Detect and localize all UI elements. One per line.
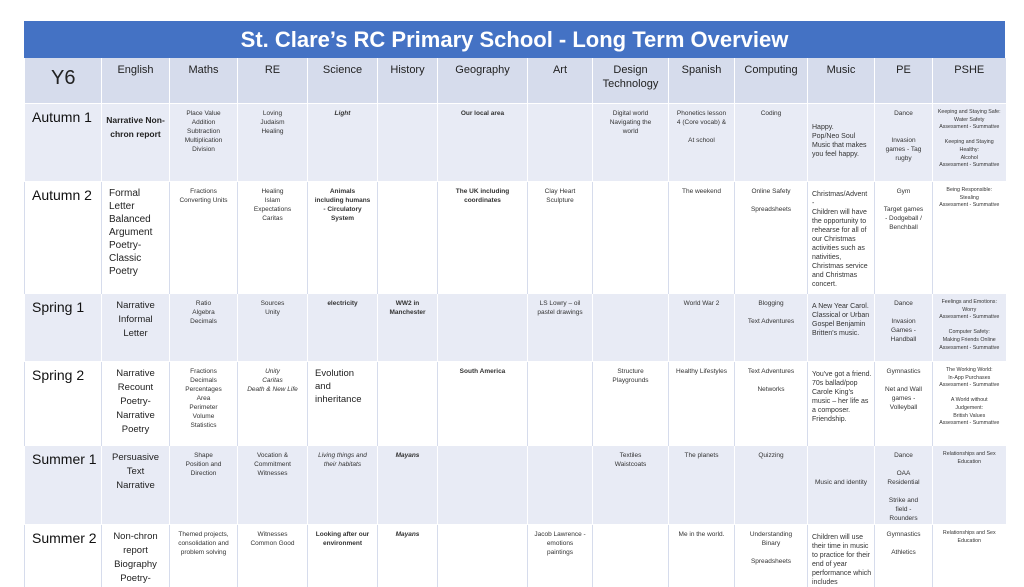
cell-line: Direction [170,469,237,478]
cell-line [875,487,932,496]
cell-re [238,182,308,294]
cell-art [528,104,593,182]
cell-line: Playgrounds [593,376,668,385]
cell-line [875,118,932,127]
cell-line [735,376,807,385]
cell-line [735,308,807,317]
cell-line: The UK including [438,187,527,196]
cell-line: Loving [238,109,307,118]
cell-line: Subtraction [170,127,237,136]
cell-line: Judgement: [933,405,1006,413]
cell-history [378,182,438,294]
cell-history [378,362,438,446]
cell-line: Themed projects, [170,530,237,539]
cell-line: A World without [933,397,1006,405]
cell-computing [735,104,808,182]
cell-line: Evolution [315,367,377,380]
cell-art [528,294,593,362]
cell-line: Blogging [735,299,807,308]
term-row-spring-2 [25,362,1006,446]
cell-line: Phonetics lesson [669,109,734,118]
cell-line [933,322,1006,330]
cell-line [735,548,807,557]
cell-english [102,294,170,362]
cell-line: world [593,127,668,136]
cell-line: Music that makes [812,141,872,150]
cell-computing [735,446,808,525]
cell-pe [875,104,933,182]
term-row-autumn-2 [25,182,1006,294]
cell-line: Athletics [875,548,932,557]
cell-line: Games - [875,326,932,335]
cell-pe [875,525,933,587]
term-name: Spring 2 [25,362,102,446]
cell-english [102,446,170,525]
cell-line: Alcohol [933,155,1006,163]
cell-line: Witnesses [238,469,307,478]
cell-line: environment [308,539,377,548]
cell-pe [875,446,933,525]
cell-line: Recount [102,381,169,395]
cell-line: Algebra [170,308,237,317]
cell-line: Keeping and Staying Safe: [933,109,1006,117]
cell-computing [735,294,808,362]
cell-spanish [669,294,735,362]
cell-line: Textiles [593,451,668,460]
cell-line: World War 2 [669,299,734,308]
cell-line: Place Value [170,109,237,118]
cell-line: Narrative [102,479,169,493]
cell-line: LS Lowry – oil [528,299,592,308]
cell-line: Area [170,394,237,403]
cell-line: Dance [875,109,932,118]
cell-line: Me in the world. [669,530,734,539]
cell-line: Poetry [102,423,169,437]
cell-line: Argument [109,226,169,239]
cell-music: You've got a friend. 70s ballad/pop Carole King's music – her life as a composer. Friendship. [808,362,875,446]
cell-line: Converting Units [170,196,237,205]
cell-english [102,182,170,294]
header-re: RE [238,58,308,104]
cell-line: Healing [238,187,307,196]
cell-line: Addition [170,118,237,127]
cell-line: Poetry- [102,572,169,586]
cell-line: Non-chron [102,530,169,544]
cell-geography: Our local area [438,104,528,182]
cell-line: 4 (Core vocab) & [669,118,734,127]
cell-line: Text Adventures [735,317,807,326]
cell-line: OAA [875,469,932,478]
header-maths: Maths [170,58,238,104]
cell-line: Rounders [875,514,932,523]
cell-line: Division [170,145,237,154]
cell-line: Healthy: [933,147,1006,155]
cell-line: Target games [875,205,932,214]
cell-line: Balanced [109,213,169,226]
cell-line [875,376,932,385]
cell-dt [593,104,669,182]
cell-line: Volume [170,412,237,421]
cell-music [808,104,875,182]
cell-geography [438,182,528,294]
cell-line: Living things and [308,451,377,460]
year-label: Y6 [25,58,102,104]
cell-line: including humans [308,196,377,205]
cell-pshe [933,182,1006,294]
cell-line: Assessment - Summative [933,202,1006,210]
cell-line [875,196,932,205]
cell-line: Handball [875,335,932,344]
cell-line: Worry [933,307,1006,315]
cell-line: Assessment - Summative [933,345,1006,353]
cell-line: Education [933,538,1006,546]
cell-english: Narrative Non-chron report [102,104,170,182]
term-row-spring-1 [25,294,1006,362]
cell-pshe [933,294,1006,362]
cell-line: Invasion [875,317,932,326]
cell-line: Letter [102,327,169,341]
cell-line: WW2 in [378,299,437,308]
term-name: Summer 2 [25,525,102,587]
cell-line: their habitats [308,460,377,469]
cell-line: Death & New Life [238,385,307,394]
cell-dt [593,294,669,362]
cell-music: A New Year Carol. Classical or Urban Gospel Benjamin Britten's music. [808,294,875,362]
cell-line: In-App Purchases [933,375,1006,383]
cell-line: Net and Wall [875,385,932,394]
cell-line: Percentages [170,385,237,394]
cell-line: Networks [735,385,807,394]
cell-pshe [933,362,1006,446]
cell-re [238,362,308,446]
cell-line: Coding [735,109,807,118]
cell-line: inheritance [315,393,377,406]
cell-line: Persuasive [102,451,169,465]
cell-spanish [669,446,735,525]
term-name: Spring 1 [25,294,102,362]
header-spanish: Spanish [669,58,735,104]
cell-maths [170,104,238,182]
cell-line: Volleyball [875,403,932,412]
cell-pe [875,362,933,446]
cell-line: Relationships and Sex [933,451,1006,459]
cell-line [669,127,734,136]
cell-line: Strike and [875,496,932,505]
cell-geography [438,446,528,525]
cell-line: Text Adventures [735,367,807,376]
cell-line: rugby [875,154,932,163]
cell-line: Quizzing [735,451,807,460]
cell-re [238,446,308,525]
cell-line: Fractions [170,367,237,376]
header-dt: Design Technology [593,58,669,104]
term-row-summer-1 [25,446,1006,525]
cell-english [102,525,170,587]
cell-line: Gymnastics [875,530,932,539]
cell-line: Poetry- [102,395,169,409]
cell-art [528,525,593,587]
cell-line: Healthy Lifestyles [669,367,734,376]
cell-geography: South America [438,362,528,446]
cell-line: Assessment - Summative [933,162,1006,170]
cell-line: coordinates [438,196,527,205]
cell-line: Commitment [238,460,307,469]
cell-line: Sculpture [528,196,592,205]
cell-line: Water Safety [933,117,1006,125]
cell-line: Computer Safety: [933,329,1006,337]
cell-line: Statistics [170,421,237,430]
term-name: Autumn 2 [25,182,102,294]
cell-line: - Circulatory [308,205,377,214]
cell-line: Feelings and Emotions: [933,299,1006,307]
cell-line [875,460,932,469]
header-geography: Geography [438,58,528,104]
cell-computing [735,182,808,294]
cell-line: Making Friends Online [933,337,1006,345]
cell-line: Healing [238,127,307,136]
header-history: History [378,58,438,104]
cell-dt [593,182,669,294]
cell-dt [593,525,669,587]
cell-art [528,182,593,294]
cell-science: electricity [308,294,378,362]
cell-line: Keeping and Staying [933,139,1006,147]
cell-line: Dance [875,299,932,308]
cell-line: - Dodgeball / [875,214,932,223]
overview-table [24,58,1006,587]
cell-line: Ratio [170,299,237,308]
cell-line: Expectations [238,205,307,214]
cell-line: Binary [735,539,807,548]
cell-line: Caritas [238,214,307,223]
header-pe: PE [875,58,933,104]
cell-line: Vocation & [238,451,307,460]
header-art: Art [528,58,593,104]
cell-line: The planets [669,451,734,460]
cell-line: Unity [238,308,307,317]
cell-line: Dance [875,451,932,460]
cell-line [875,127,932,136]
cell-line: Structure [593,367,668,376]
cell-line: Residential [875,478,932,487]
cell-re [238,104,308,182]
cell-history [378,104,438,182]
cell-line: The Working World: [933,367,1006,375]
cell-line: problem solving [170,548,237,557]
cell-science: Light [308,104,378,182]
cell-line: Perimeter [170,403,237,412]
cell-line: Informal [102,313,169,327]
cell-line: Decimals [170,376,237,385]
cell-line: paintings [528,548,592,557]
cell-line: Shape [170,451,237,460]
cell-english [102,362,170,446]
cell-line: Online Safety [735,187,807,196]
header-row [25,58,1006,104]
cell-line: Text [102,465,169,479]
cell-line: Looking after our [308,530,377,539]
cell-line: Assessment - Summative [933,124,1006,132]
page-title: St. Clare’s RC Primary School - Long Term Overview [24,21,1005,58]
cell-music: Christmas/Advent - Children will have the opportunity to rehearse for all of our Christmas activities such as nativities, Christmas service and Christmas concert. [808,182,875,294]
cell-line: emotions [528,539,592,548]
cell-line: Multiplication [170,136,237,145]
cell-line [875,308,932,317]
cell-history [378,294,438,362]
cell-pshe [933,104,1006,182]
cell-line: Poetry [109,265,169,278]
cell-line: Islam [238,196,307,205]
cell-dt [593,446,669,525]
cell-line: Waistcoats [593,460,668,469]
cell-line: field - [875,505,932,514]
cell-line: Narrative [102,299,169,313]
cell-line: Stealing [933,195,1006,203]
header-music: Music [808,58,875,104]
cell-line: Happy. [812,123,872,132]
cell-line: Pop/Neo Soul [812,132,872,141]
cell-line: report [102,544,169,558]
cell-line: Assessment - Summative [933,420,1006,428]
cell-computing [735,362,808,446]
cell-line: System [308,214,377,223]
cell-geography [438,525,528,587]
header-pshe: PSHE [933,58,1006,104]
cell-line: Digital world [593,109,668,118]
cell-line [933,390,1006,398]
cell-spanish [669,525,735,587]
cell-line: Narrative [102,409,169,423]
term-name: Summer 1 [25,446,102,525]
term-name: Autumn 1 [25,104,102,182]
cell-pshe [933,525,1006,587]
cell-line: Assessment - Summative [933,314,1006,322]
cell-line [735,196,807,205]
cell-re [238,525,308,587]
cell-art [528,446,593,525]
cell-line [875,539,932,548]
cell-line: Caritas [238,376,307,385]
cell-line: Biography [102,558,169,572]
cell-line: consolidation and [170,539,237,548]
cell-line: Gym [875,187,932,196]
cell-pe [875,294,933,362]
cell-maths [170,182,238,294]
cell-line: Judaism [238,118,307,127]
cell-line: Education [933,459,1006,467]
cell-line: British Values [933,413,1006,421]
cell-history: Mayans [378,525,438,587]
cell-line: Invasion [875,136,932,145]
cell-line: Sources [238,299,307,308]
cell-line: Being Responsible: [933,187,1006,195]
cell-maths [170,294,238,362]
cell-music: Music and identity [808,446,875,525]
cell-spanish [669,182,735,294]
cell-line: Narrative [102,367,169,381]
cell-line: Unity [238,367,307,376]
cell-maths [170,362,238,446]
header-science: Science [308,58,378,104]
cell-re [238,294,308,362]
cell-line: Benchball [875,223,932,232]
cell-computing [735,525,808,587]
cell-dt [593,362,669,446]
cell-line: pastel drawings [528,308,592,317]
header-english: English [102,58,170,104]
cell-line: At school [669,136,734,145]
cell-line: games - [875,394,932,403]
header-computing: Computing [735,58,808,104]
cell-line: Formal [109,187,169,200]
cell-line: Classic [109,252,169,265]
cell-line: Letter [109,200,169,213]
cell-geography [438,294,528,362]
term-row-autumn-1 [25,104,1006,182]
cell-line: Spreadsheets [735,557,807,566]
cell-history: Mayans [378,446,438,525]
cell-line: Relationships and Sex [933,530,1006,538]
term-row-summer-2 [25,525,1006,587]
cell-line: Poetry- [109,239,169,252]
cell-spanish [669,362,735,446]
cell-line: games - Tag [875,145,932,154]
cell-line: Assessment - Summative [933,382,1006,390]
cell-line: Decimals [170,317,237,326]
cell-line: Position and [170,460,237,469]
cell-maths [170,446,238,525]
cell-line: Navigating the [593,118,668,127]
cell-line: Manchester [378,308,437,317]
cell-science [308,362,378,446]
cell-line: Spreadsheets [735,205,807,214]
cell-line: Animals [308,187,377,196]
cell-science [308,182,378,294]
cell-spanish [669,104,735,182]
cell-pe [875,182,933,294]
cell-music: Children will use their time in music to practice for their end of year performance which includes [808,525,875,587]
cell-line: Gymnastics [875,367,932,376]
cell-science [308,525,378,587]
cell-line: and [315,380,377,393]
cell-line: you feel happy. [812,150,872,159]
cell-science [308,446,378,525]
cell-line: Witnesses [238,530,307,539]
cell-line: The weekend [669,187,734,196]
cell-line: Common Good [238,539,307,548]
cell-art [528,362,593,446]
cell-line: Understanding [735,530,807,539]
cell-line [933,132,1006,140]
cell-line: Clay Heart [528,187,592,196]
cell-pshe [933,446,1006,525]
cell-maths [170,525,238,587]
cell-line: Fractions [170,187,237,196]
cell-line: Jacob Lawrence - [528,530,592,539]
